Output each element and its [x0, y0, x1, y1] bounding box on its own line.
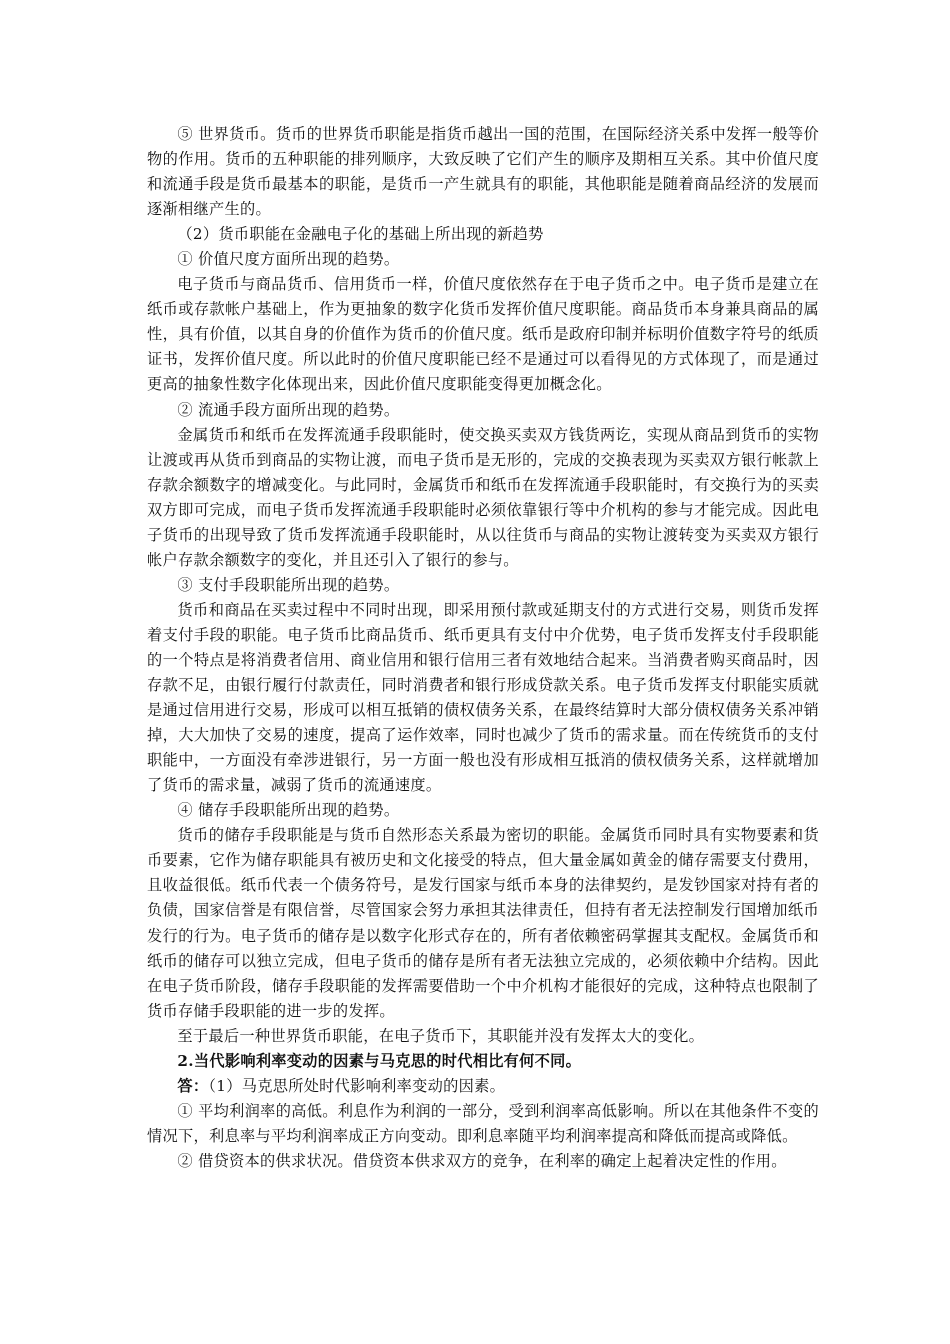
answer-text: （1）马克思所处时代影响利率变动的因素。 [208, 1076, 506, 1095]
paragraph-value-measure-title: ① 价值尺度方面所出现的趋势。 [177, 250, 400, 269]
paragraph-payment-body: 货币和商品在买卖过程中不同时出现，即采用预付款或延期支付的方式进行交易，则货币发挥着支付手段的职能。电子货币比商品货币、纸币更具有支付中介优势，电子货币发挥支付手段职能的一个特点是将消费者信用、商业信用和银行信用三者有效地结合起来。当消费者购买商品时，因存款不足，由银行履行付款责任，同时消费者和银行形成贷款关系。电子货币发挥支付职能实质就是通过信用进行交易，形成可以相互抵销的债权债务关系，在最终结算时大部分债权债务关系冲销掉，大大加快了交易的速度，提高了运作效率，同时也减少了货币的需求量。而在传统货币的支付职能中，一方面没有牵涉进银行，另一方面一般也没有形成相互抵消的债权债务关系，这样就增加了货币的需求量，减弱了货币的流通速度。 [147, 600, 819, 795]
answer-lead: 答： [177, 1076, 209, 1095]
paragraph-world-currency: ⑤ 世界货币。货币的世界货币职能是指货币越出一国的范围，在国际经济关系中发挥一般等价物的作用。货币的五种职能的排列顺序，大致反映了它们产生的顺序及期相互关系。其中价值尺度和流通手段是货币最基本的职能，是货币一产生就具有的职能，其他职能是随着商品经济的发展而逐渐相继产生的。 [147, 125, 819, 219]
question-heading: 2.当代影响利率变动的因素与马克思的时代相比有何不同。 [177, 1051, 582, 1070]
paragraph-subheading-new-trends: （2）货币职能在金融电子化的基础上所出现的新趋势 [177, 225, 544, 244]
paragraph-storage-body: 货币的储存手段职能是与货币自然形态关系最为密切的职能。金属货币同时具有实物要素和货币要素，它作为储存职能具有被历史和文化接受的特点，但大量金属如黄金的储存需要支付费用，且收益很低。纸币代表一个债务符号，是发行国家与纸币本身的法律契约，是发钞国家对持有者的负债，国家信誉是有限信誉，尽管国家会努力承担其法律责任，但持有者无法控制发行国增加纸币发行的行为。电子货币的储存是以数字化形式存在的，所有者依赖密码掌握其支配权。金属货币和纸币的储存可以独立完成，但电子货币的储存是所有者无法独立完成的，必须依赖中介结构。因此在电子货币阶段，储存手段职能的发挥需要借助一个中介机构才能很好的完成，这种特点也限制了货币存储手段职能的进一步的发挥。 [147, 826, 819, 1020]
paragraph-circulation-title: ② 流通手段方面所出现的趋势。 [177, 400, 400, 419]
document-body [147, 122, 819, 1174]
paragraph-payment-title: ③ 支付手段职能所出现的趋势。 [177, 575, 400, 594]
paragraph-profit-rate: ① 平均利润率的高低。利息作为利润的一部分，受到利润率高低影响。所以在其他条件不变的情况下，利息率与平均利润率成正方向变动。即利息率随平均利润率提高和降低而提高或降低。 [147, 1101, 819, 1145]
paragraph-loan-capital: ② 借贷资本的供求状况。借贷资本供求双方的竞争，在利率的确定上起着决定性的作用。 [177, 1151, 787, 1170]
paragraph-storage-title: ④ 储存手段职能所出现的趋势。 [177, 801, 400, 820]
paragraph-circulation-body: 金属货币和纸币在发挥流通手段职能时，使交换买卖双方钱货两讫，实现从商品到货币的实物让渡或再从货币到商品的实物让渡，而电子货币是无形的，完成的交换表现为买卖双方银行帐款上存款余额数字的增减变化。与此同时，金属货币和纸币在发挥流通手段职能时，有交换行为的买卖双方即可完成，而电子货币发挥流通手段职能时必须依靠银行等中介机构的参与才能完成。因此电子货币的出现导致了货币发挥流通手段职能时，从以往货币与商品的实物让渡转变为买卖双方银行帐户存款余额数字的变化，并且还引入了银行的参与。 [147, 425, 819, 569]
paragraph-value-measure-body: 电子货币与商品货币、信用货币一样，价值尺度依然存在于电子货币之中。电子货币是建立在纸币或存款帐户基础上，作为更抽象的数字化货币发挥价值尺度职能。商品货币本身兼具商品的属性，具有价值，以其自身的价值作为货币的价值尺度。纸币是政府印制并标明价值数字符号的纸质证书，发挥价值尺度。所以此时的价值尺度职能已经不是通过可以看得见的方式体现了，而是通过更高的抽象性数字化体现出来，因此价值尺度职能变得更加概念化。 [147, 275, 819, 394]
paragraph-world-currency-conclusion: 至于最后一种世界货币职能，在电子货币下，其职能并没有发挥太大的变化。 [177, 1026, 705, 1045]
answer-paragraph [147, 1074, 819, 1099]
